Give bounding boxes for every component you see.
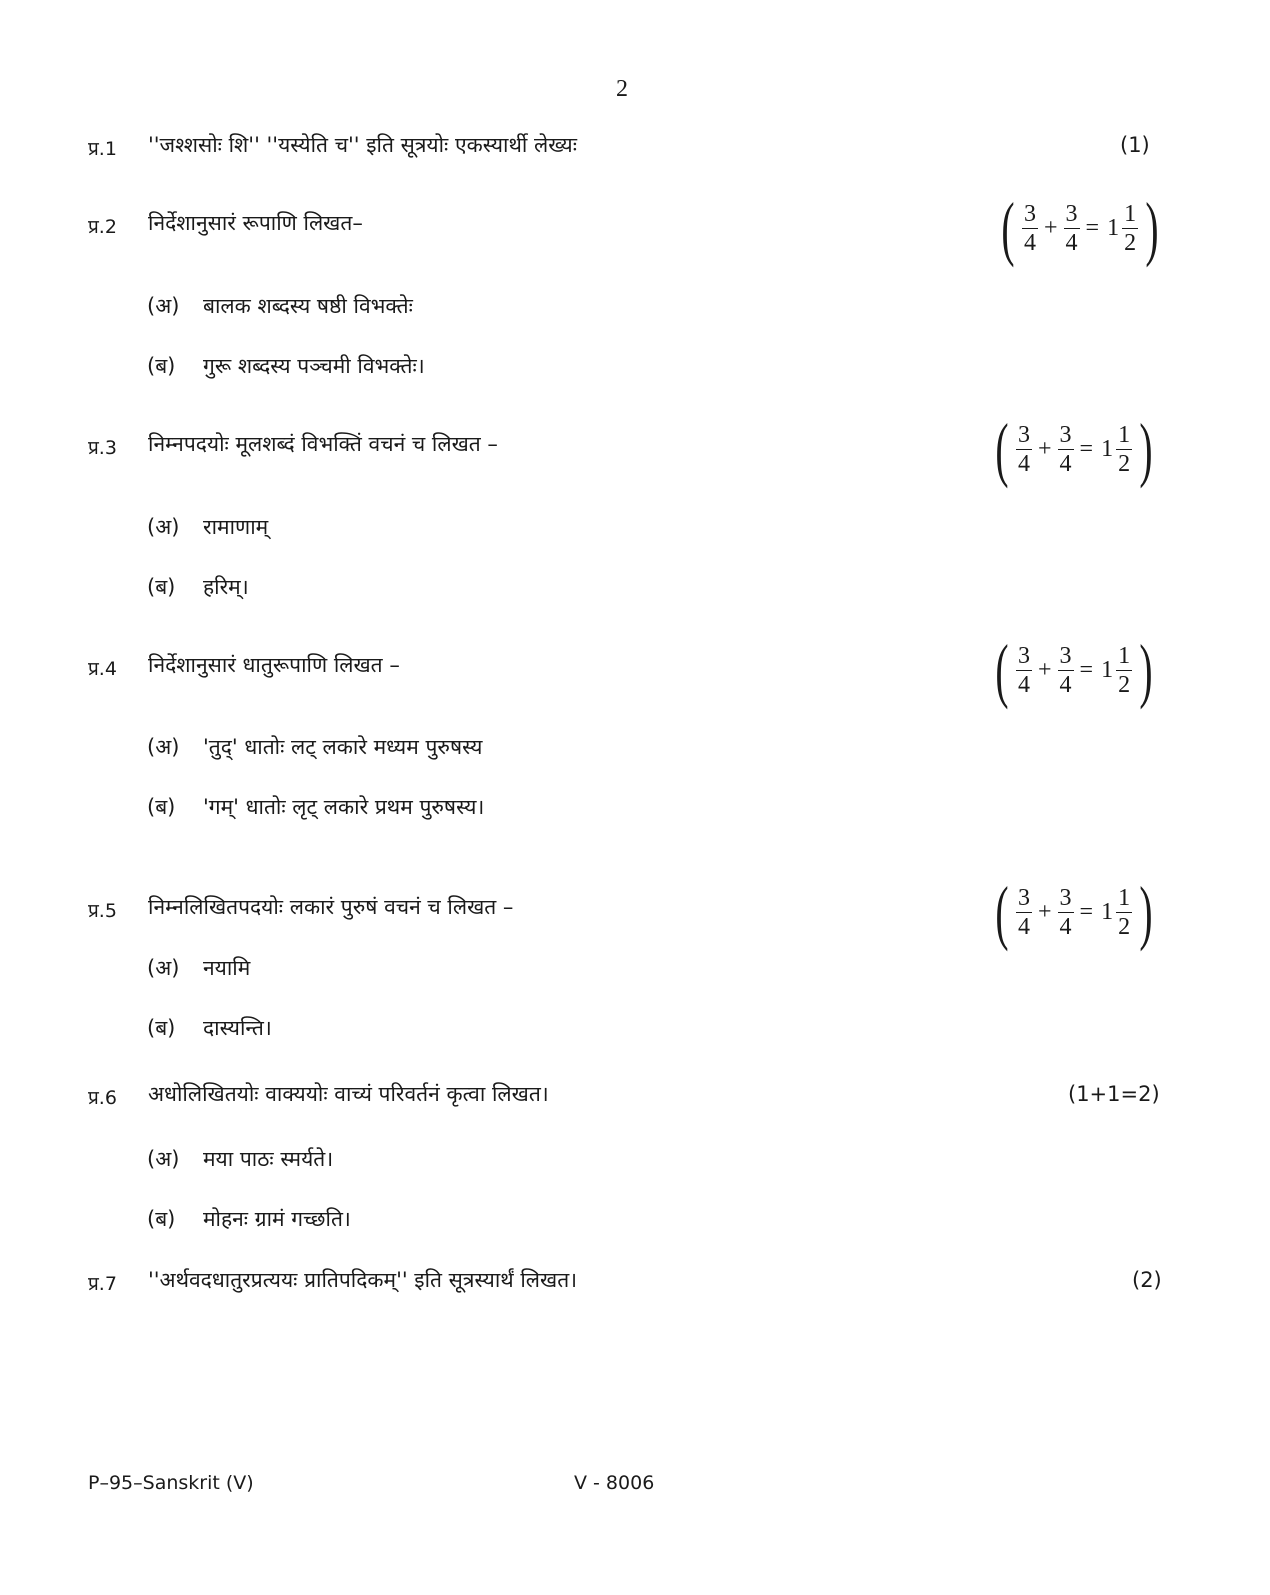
fraction: $\frac{1}{2}$ [1124,200,1137,256]
right-paren: ) [1145,188,1159,268]
sub-question-label: (ब) [147,1207,176,1231]
fraction: $\frac{3}{4}$ [1017,421,1030,477]
question-number: प्र.1 [88,138,117,160]
fraction: $\frac{3}{4}$ [1017,642,1030,698]
left-paren: ( [995,872,1009,952]
fraction: $\frac{1}{2}$ [1118,642,1131,698]
fraction: $\frac{3}{4}$ [1023,200,1036,256]
sub-question-text: बालक शब्दस्य षष्ठी विभक्तेः [203,294,413,318]
question-text: निर्देशानुसारं धातुरूपाणि लिखत – [148,653,400,677]
question-text: ''अर्थवदधातुरप्रत्ययः प्रातिपदिकम्'' इति सूत्रस्यार्थं लिखत। [148,1268,578,1292]
sub-question-text: मोहनः ग्रामं गच्छति। [203,1207,351,1231]
fraction: $\frac{1}{2}$ [1118,884,1131,940]
sub-question-label: (अ) [147,956,180,980]
sub-question-text: रामाणाम् [203,515,269,539]
fraction-marks: ( $\frac{3}{4}$ + $\frac{3}{4}$ = 1 $\frac{1}{2}$ ) [1001,188,1159,268]
question-marks: (1) [1120,133,1150,157]
sub-question-text: मया पाठः स्मर्यते। [203,1147,334,1171]
left-paren: ( [995,630,1009,710]
sub-question-text: 'तुद्' धातोः लट् लकारे मध्यम पुरुषस्य [203,735,483,759]
fraction: $\frac{3}{4}$ [1059,884,1072,940]
fraction-marks: ( $\frac{3}{4}$ + $\frac{3}{4}$ = 1 $\frac{1}{2}$ ) [995,409,1153,489]
footer-series-code: V - 8006 [574,1472,655,1494]
right-paren: ) [1139,409,1153,489]
sub-question-label: (अ) [147,515,180,539]
sub-question-label: (ब) [147,575,176,599]
fraction: $\frac{3}{4}$ [1059,642,1072,698]
fraction: $\frac{3}{4}$ [1065,200,1078,256]
sub-question-text: गुरू शब्दस्य पञ्चमी विभक्तेः। [203,354,425,378]
question-text: निम्नपदयोः मूलशब्दं विभक्तिं वचनं च लिखत – [148,432,498,456]
question-marks: (2) [1132,1268,1162,1292]
question-number: प्र.6 [88,1087,117,1109]
question-number: प्र.5 [88,900,117,922]
sub-question-text: हरिम्। [203,575,249,599]
sub-question-label: (अ) [147,735,180,759]
question-text: निर्देशानुसारं रूपाणि लिखत– [148,211,363,235]
sub-question-label: (ब) [147,1016,176,1040]
sub-question-label: (अ) [147,1147,180,1171]
sub-question-text: 'गम्' धातोः लृट् लकारे प्रथम पुरुषस्य। [203,795,485,819]
sub-question-label: (ब) [147,795,176,819]
question-text: अधोलिखितयोः वाक्ययोः वाच्यं परिवर्तनं कृत्वा लिखत। [148,1082,549,1106]
sub-question-text: नयामि [203,956,251,980]
question-number: प्र.2 [88,216,117,238]
footer-paper-code: P–95–Sanskrit (V) [88,1472,254,1494]
fraction-marks: ( $\frac{3}{4}$ + $\frac{3}{4}$ = 1 $\frac{1}{2}$ ) [995,872,1153,952]
question-marks: (1+1=2) [1068,1082,1160,1106]
question-number: प्र.7 [88,1273,117,1295]
question-text: ''जश्शसोः शि'' ''यस्येति च'' इति सूत्रयोः एकस्यार्थी लेख्यः [148,133,577,157]
left-paren: ( [1001,188,1015,268]
sub-question-label: (अ) [147,294,180,318]
fraction: $\frac{3}{4}$ [1059,421,1072,477]
fraction-marks: ( $\frac{3}{4}$ + $\frac{3}{4}$ = 1 $\frac{1}{2}$ ) [995,630,1153,710]
left-paren: ( [995,409,1009,489]
question-text: निम्नलिखितपदयोः लकारं पुरुषं वचनं च लिखत – [148,895,514,919]
fraction: $\frac{3}{4}$ [1017,884,1030,940]
right-paren: ) [1139,630,1153,710]
sub-question-label: (ब) [147,354,176,378]
question-number: प्र.3 [88,437,117,459]
fraction: $\frac{1}{2}$ [1118,421,1131,477]
page-number: 2 [616,76,628,102]
question-number: प्र.4 [88,658,117,680]
sub-question-text: दास्यन्ति। [203,1016,272,1040]
right-paren: ) [1139,872,1153,952]
